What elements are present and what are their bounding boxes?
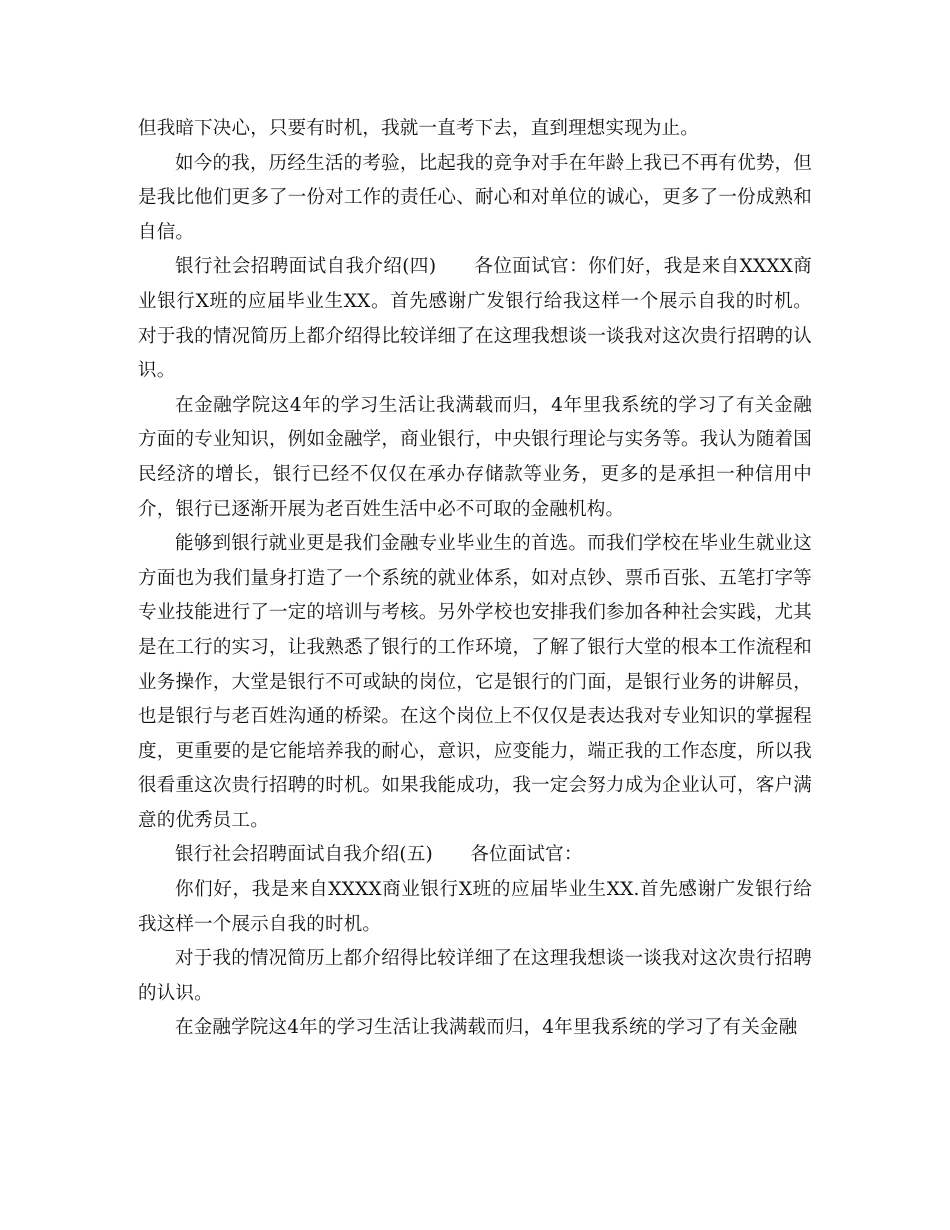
paragraph-9: 在金融学院这4年的学习生活让我满载而归，4年里我系统的学习了有关金融 (175, 1017, 798, 1039)
paragraph-5: 能够到银行就业更是我们金融专业毕业生的首选。而我们学校在毕业生就业这方面也为我们量身打造了一个系统的就业体系，如对点钞、票币百张、五笔打字等专业技能进行了一定的培训与考核。另外学校也安排我们参加各种社会实践，尤其是在工行的实习，让我熟悉了银行的工作环境，了解了银行大堂的根本工作流程和业务操作，大堂是银行不可或缺的岗位，它是银行的门面，是银行业务的讲解员，也是银行与老百姓沟通的桥梁。在这个岗位上不仅仅是表达我对专业知识的掌握程度，更重要的是它能培养我的耐心，意识，应变能力，端正我的工作态度，所以我很看重这次贵行招聘的时机。如果我能成功，我一定会努力成为企业认可，客户满意的优秀员工。 (138, 533, 812, 831)
paragraph-3: 银行社会招聘面试自我介绍(四) 各位面试官：你们好，我是来自XXXX商业银行X班的应届毕业生XX。首先感谢广发银行给我这样一个展示自我的时机。对于我的情况简历上都介绍得比较详细了在这理我想谈一谈我对这次贵行招聘的认识。 (138, 256, 812, 382)
paragraph-7: 你们好，我是来自XXXX商业银行X班的应届毕业生XX.首先感谢广发银行给我这样一个展示自我的时机。 (138, 879, 812, 935)
paragraph-4: 在金融学院这4年的学习生活让我满载而归，4年里我系统的学习了有关金融方面的专业知识，例如金融学，商业银行，中央银行理论与实务等。我认为随着国民经济的增长，银行已经不仅仅在承办存储款等业务，更多的是承担一种信用中介，银行已逐渐开展为老百姓生活中必不可取的金融机构。 (138, 394, 812, 520)
document-body (138, 112, 812, 1046)
paragraph-8: 对于我的情况简历上都介绍得比较详细了在这理我想谈一谈我对这次贵行招聘的认识。 (138, 948, 812, 1004)
paragraph-6: 银行社会招聘面试自我介绍(五) 各位面试官： (175, 844, 583, 866)
paragraph-2: 如今的我，历经生活的考验，比起我的竞争对手在年龄上我已不再有优势，但是我比他们更多了一份对工作的责任心、耐心和对单位的诚心，更多了一份成熟和自信。 (138, 152, 812, 243)
paragraph-1: 但我暗下决心，只要有时机，我就一直考下去，直到理想实现为止。 (138, 118, 700, 139)
